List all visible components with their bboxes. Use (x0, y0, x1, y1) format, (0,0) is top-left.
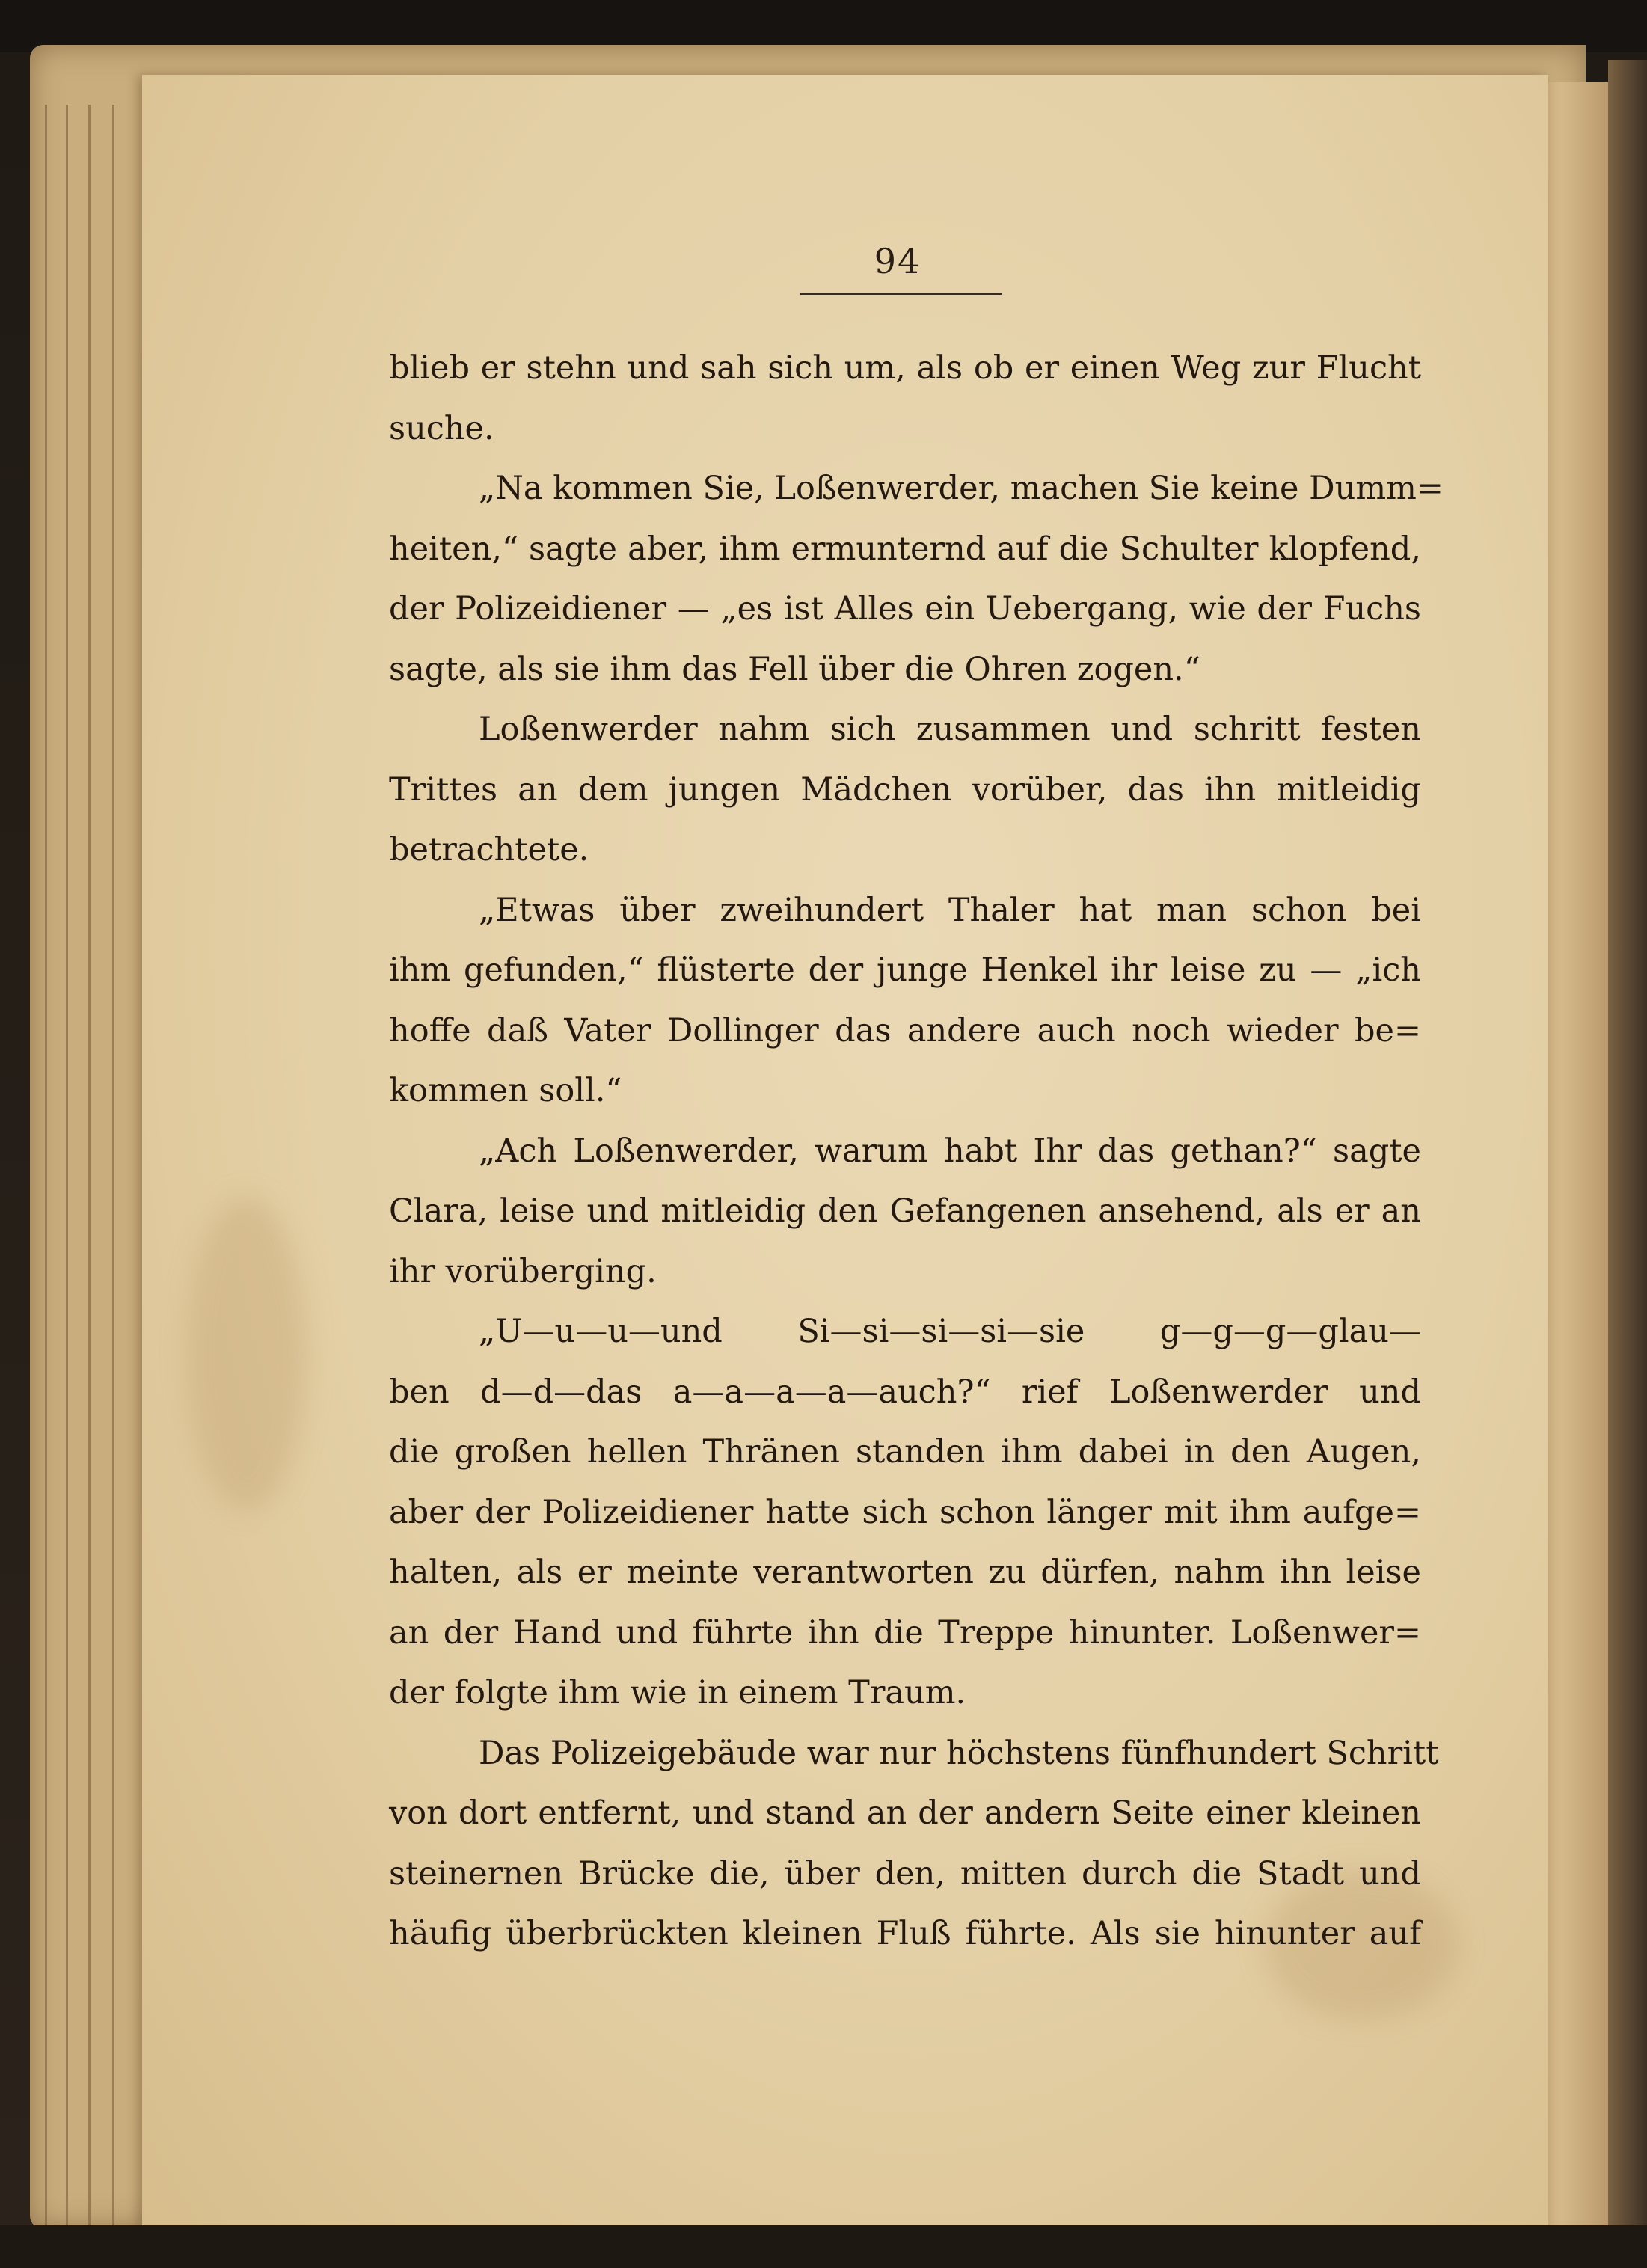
text-line: Das Polizeigebäude war nur höchstens fünfhundert Schritt (479, 1734, 1439, 1772)
text-line: Trittes an dem jungen Mädchen vorüber, das ihn mitleidig (389, 770, 1421, 809)
text-line: der folgte ihm wie in einem Traum. (389, 1674, 966, 1711)
scan-bottom-border (0, 2225, 1647, 2268)
page-edge-line (45, 105, 55, 2237)
text-line: „Etwas über zweihundert Thaler hat man schon bei (479, 891, 1421, 929)
text-line: sagte, als sie ihm das Fell über die Ohren zogen.“ (389, 650, 1200, 688)
text-line: ben d—d—das a—a—a—a—auch?“ rief Loßenwerder und (389, 1373, 1421, 1411)
text-line: halten, als er meinte verantworten zu dürfen, nahm ihn leise (389, 1554, 1421, 1591)
text-line: „Ach Loßenwerder, warum habt Ihr das gethan?“ sagte (479, 1132, 1421, 1170)
text-line: betrachtete. (389, 831, 589, 868)
text-line: ihr vorüberging. (389, 1252, 657, 1290)
text-line: hoffe daß Vater Dollinger das andere auch noch wieder be= (389, 1011, 1421, 1049)
text-line: steinernen Brücke die, über den, mitten durch die Stadt und (389, 1854, 1421, 1892)
text-line: blieb er stehn und sah sich um, als ob er einen Weg zur Flucht (389, 349, 1421, 387)
text-line: „Na kommen Sie, Loßenwerder, machen Sie keine Dumm= (479, 470, 1444, 507)
page-edge-line (112, 105, 122, 2237)
text-line: Loßenwerder nahm sich zusammen und schritt festen (479, 711, 1421, 748)
paper-stain (187, 1197, 307, 1511)
text-line: heiten,“ sagte aber, ihm ermunternd auf die Schulter klopfend, (389, 530, 1421, 568)
page-edge-line (88, 105, 98, 2237)
text-line: Clara, leise und mitleidig den Gefangenen ansehend, als er an (389, 1192, 1421, 1230)
book-spine (1608, 60, 1647, 2268)
text-line: ihm gefunden,“ flüsterte der junge Henkel ihr leise zu — „ich (389, 951, 1421, 989)
text-line: die großen hellen Thränen standen ihm dabei in den Augen, (389, 1433, 1421, 1471)
text-line: von dort entfernt, und stand an der andern Seite einer kleinen (389, 1795, 1421, 1832)
text-line: kommen soll.“ (389, 1072, 622, 1109)
page-edge-line (66, 105, 76, 2237)
page-number: 94 (874, 241, 921, 281)
text-line: an der Hand und führte ihn die Treppe hinunter. Loßenwer= (389, 1613, 1421, 1652)
text-line: häufig überbrückten kleinen Fluß führte. Als sie hinunter auf (389, 1915, 1421, 1952)
text-line: aber der Polizeidiener hatte sich schon länger mit ihm aufge= (389, 1493, 1421, 1531)
page-number-rule (800, 293, 1002, 295)
text-line: suche. (389, 409, 494, 447)
body-text (389, 338, 1444, 1964)
text-line: „U—u—u—und Si—si—si—si—sie g—g—g—glau— (479, 1313, 1421, 1350)
text-line: der Polizeidiener — „es ist Alles ein Uebergang, wie der Fuchs (389, 590, 1421, 628)
